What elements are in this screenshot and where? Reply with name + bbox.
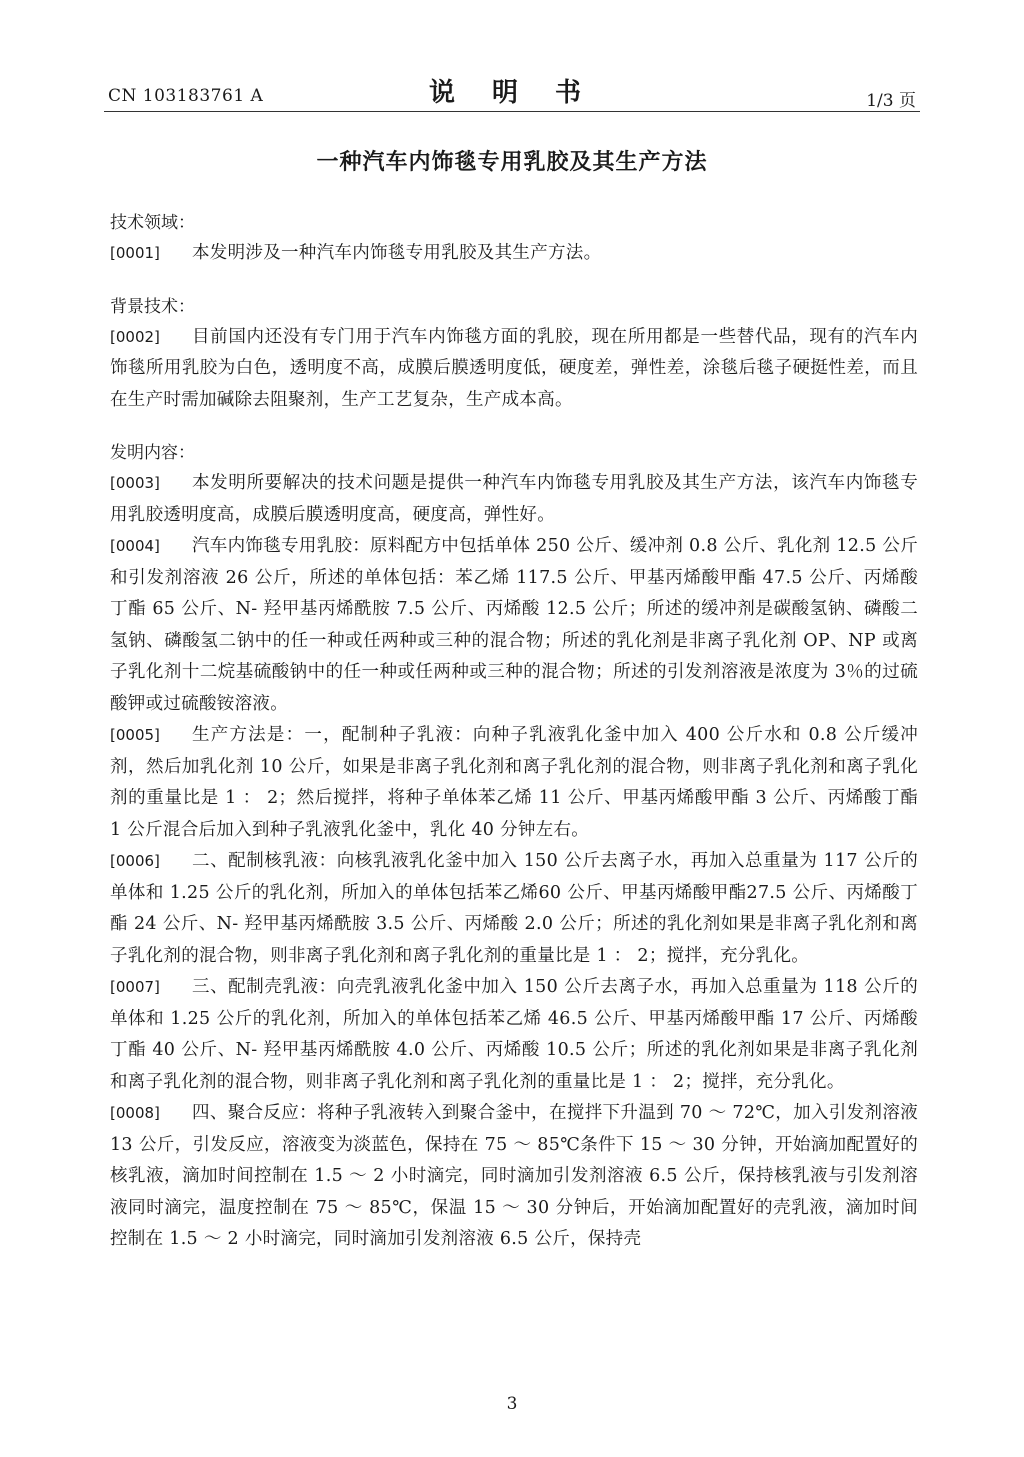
document-body (110, 208, 918, 1278)
paragraph-number: [0006] (110, 852, 160, 870)
paragraph-0003 (110, 468, 918, 531)
page-number: 3 (506, 1394, 518, 1414)
page-indicator: 1/3 页 (866, 91, 916, 111)
paragraph-0001 (110, 238, 918, 270)
paragraph-0002 (110, 322, 918, 417)
paragraph-text: 生产方法是：一，配制种子乳液：向种子乳液乳化釜中加入 400 公斤水和 0.8 公斤缓冲剂，然后加乳化剂 10 公斤，如果是非离子乳化剂和离子乳化剂的混合物，则非离子乳化剂和离子乳化剂的重量比是 1 ： 2；然后搅拌，将种子单体苯乙烯 11 公斤、甲基丙烯酸甲酯 3 公斤、丙烯酸丁酯 1 公斤混合后加入到种子乳液乳化釜中，乳化 40 分钟左右。 (110, 725, 918, 840)
document-title: 一种汽车内饰毯专用乳胶及其生产方法 (316, 150, 708, 175)
paragraph-0007 (110, 972, 918, 1098)
paragraph-text: 三、配制壳乳液：向壳乳液乳化釜中加入 150 公斤去离子水，再加入总重量为 118 公斤的单体和 1.25 公斤的乳化剂，所加入的单体包括苯乙烯 46.5 公斤、甲基丙烯酸甲酯 17 公斤、丙烯酸丁酯 40 公斤、N- 羟甲基丙烯酰胺 4.0 公斤、丙烯酸 10.5 公斤；所述的乳化剂如果是非离子乳化剂和离子乳化剂的混合物，则非离子乳化剂和离子乳化剂的重量比是 1 ： 2；搅拌，充分乳化。 (110, 977, 918, 1092)
paragraph-0006 (110, 846, 918, 972)
paragraph-text: 本发明涉及一种汽车内饰毯专用乳胶及其生产方法。 (192, 243, 602, 263)
header-divider (104, 111, 920, 112)
section-summary (110, 438, 918, 1256)
publication-number: CN 103183761 A (108, 86, 264, 106)
paragraph-text: 二、配制核乳液：向核乳液乳化釜中加入 150 公斤去离子水，再加入总重量为 117 公斤的单体和 1.25 公斤的乳化剂，所加入的单体包括苯乙烯60 公斤、甲基丙烯酸甲酯27.5 公斤、丙烯酸丁酯 24 公斤、N- 羟甲基丙烯酰胺 3.5 公斤、丙烯酸 2.0 公斤；所述的乳化剂如果是非离子乳化剂和离子乳化剂的混合物，则非离子乳化剂和离子乳化剂的重量比是 1 ： 2；搅拌，充分乳化。 (110, 851, 918, 966)
document-type-heading: 说 明 书 (428, 78, 596, 108)
paragraph-text: 目前国内还没有专门用于汽车内饰毯方面的乳胶，现在所用都是一些替代品，现有的汽车内饰毯所用乳胶为白色，透明度不高，成膜后膜透明度低，硬度差，弹性差，涂毯后毯子硬挺性差，而且在生产时需加碱除去阻聚剂，生产工艺复杂，生产成本高。 (110, 326, 918, 410)
paragraph-number: [0003] (110, 474, 160, 492)
section-heading: 技术领域： (110, 213, 195, 233)
paragraph-number: [0004] (110, 537, 160, 555)
paragraph-text: 汽车内饰毯专用乳胶：原料配方中包括单体 250 公斤、缓冲剂 0.8 公斤、乳化剂 12.5 公斤和引发剂溶液 26 公斤，所述的单体包括：苯乙烯 117.5 公斤、甲基丙烯酸甲酯 47.5 公斤、丙烯酸丁酯 65 公斤、N- 羟甲基丙烯酰胺 7.5 公斤、丙烯酸 12.5 公斤；所述的缓冲剂是碳酸氢钠、磷酸二氢钠、磷酸氢二钠中的任一种或任两种或三种的混合物；所述的乳化剂是非离子乳化剂 OP、NP 或离子乳化剂十二烷基硫酸钠中的任一种或任两种或三种的混合物；所述的引发剂溶液是浓度为 3％的过硫酸钾或过硫酸铵溶液。 (110, 536, 918, 714)
paragraph-number: [0002] (110, 327, 160, 346)
paragraph-number: [0001] (110, 244, 160, 262)
paragraph-0005 (110, 720, 918, 846)
paragraph-text: 四、聚合反应：将种子乳液转入到聚合釜中，在搅拌下升温到 70 ～ 72℃，加入引发剂溶液 13 公斤，引发反应，溶液变为淡蓝色，保持在 75 ～ 85℃条件下 15 ～ 30 分钟，开始滴加配置好的核乳液，滴加时间控制在 1.5 ～ 2 小时滴完，同时滴加引发剂溶液 6.5 公斤，保持核乳液与引发剂溶液同时滴完，温度控制在 75 ～ 85℃，保温 15 ～ 30 分钟后，开始滴加配置好的壳乳液，滴加时间控制在 1.5 ～ 2 小时滴完，同时滴加引发剂溶液 6.5 公斤，保持壳 (110, 1103, 918, 1249)
paragraph-number: [0005] (110, 726, 160, 744)
paragraph-0004 (110, 531, 918, 720)
paragraph-number: [0007] (110, 978, 160, 996)
paragraph-0008 (110, 1098, 918, 1256)
section-heading: 发明内容： (110, 443, 195, 463)
section-background (110, 292, 918, 417)
paragraph-text: 本发明所要解决的技术问题是提供一种汽车内饰毯专用乳胶及其生产方法，该汽车内饰毯专用乳胶透明度高，成膜后膜透明度高，硬度高，弹性好。 (110, 473, 918, 525)
paragraph-number: [0008] (110, 1104, 160, 1122)
section-technical-field (110, 208, 918, 270)
section-heading: 背景技术： (110, 296, 195, 317)
